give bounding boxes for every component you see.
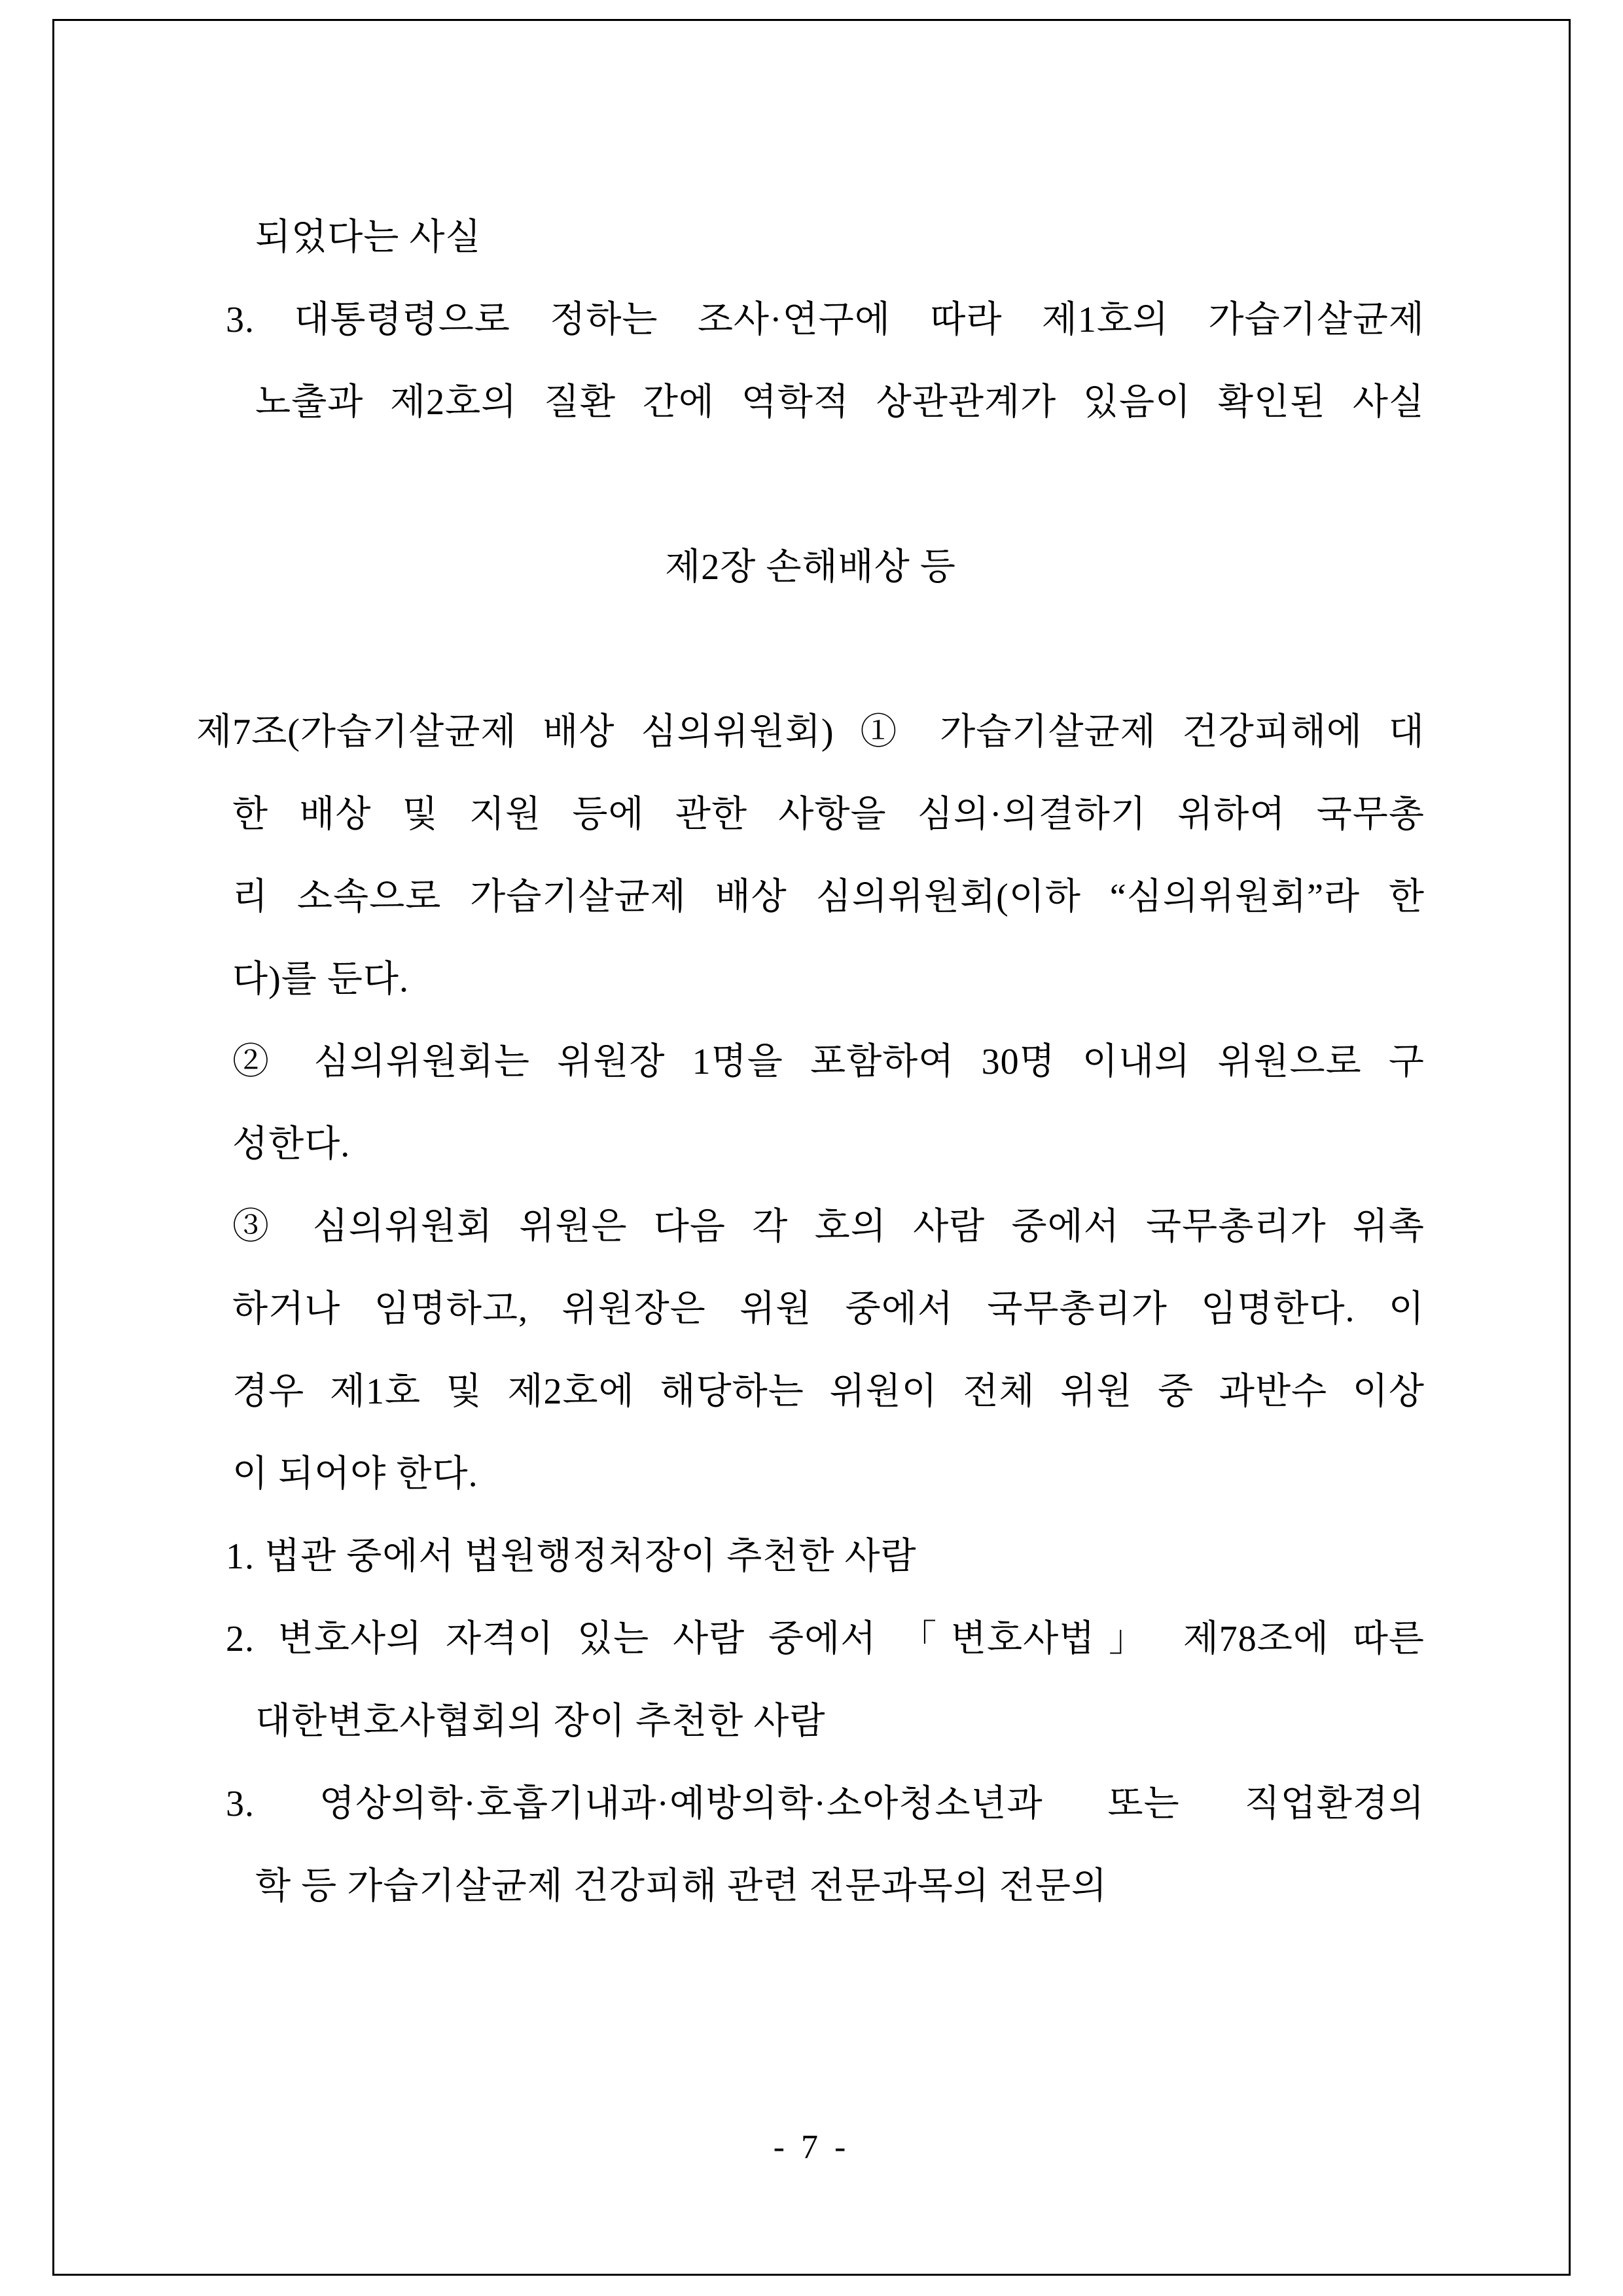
text-line: 학 등 가습기살균제 건강피해 관련 전문과목의 전문의	[255, 1866, 1108, 1907]
text-line: 다)를 둔다.	[232, 959, 410, 1000]
text-line: 한 배상 및 지원 등에 관한 사항을 심의·의결하기 위하여 국무총	[232, 794, 1425, 835]
text-line: ② 심의위원회는 위원장 1명을 포함하여 30명 이내의 위원으로 구	[232, 1042, 1425, 1082]
text-line: 3. 영상의학·호흡기내과·예방의학·소아청소년과 또는 직업환경의	[226, 1784, 1425, 1824]
chapter-heading: 제2장 손해배상 등	[665, 547, 956, 588]
text-line: 리 소속으로 가습기살균제 배상 심의위원회(이하 “심의위원회”라 한	[232, 877, 1425, 917]
text-line: 되었다는 사실	[255, 217, 482, 258]
text-line: 성한다.	[232, 1124, 351, 1165]
text-line: 경우 제1호 및 제2호에 해당하는 위원이 전체 위원 중 과반수 이상	[232, 1371, 1425, 1412]
text-line: ③ 심의위원회 위원은 다음 각 호의 사람 중에서 국무총리가 위촉	[232, 1207, 1425, 1247]
text-line: 3. 대통령령으로 정하는 조사·연구에 따라 제1호의 가습기살균제	[226, 300, 1425, 340]
text-line: 하거나 임명하고, 위원장은 위원 중에서 국무총리가 임명한다. 이	[232, 1289, 1425, 1330]
page-number: - 7 -	[773, 2128, 850, 2166]
document-body	[196, 196, 1425, 1928]
text-line: 2. 변호사의 자격이 있는 사람 중에서 「변호사법」 제78조에 따른	[226, 1619, 1425, 1659]
text-line: 대한변호사협회의 장이 추천한 사람	[255, 1701, 826, 1742]
text-line: 제7조(가습기살균제 배상 심의위원회) ① 가습기살균제 건강피해에 대	[196, 712, 1425, 752]
text-line: 이 되어야 한다.	[232, 1454, 478, 1494]
text-line: 노출과 제2호의 질환 간에 역학적 상관관계가 있음이 확인된 사실	[255, 382, 1425, 423]
text-line: 1. 법관 중에서 법원행정처장이 추천한 사람	[226, 1536, 917, 1577]
